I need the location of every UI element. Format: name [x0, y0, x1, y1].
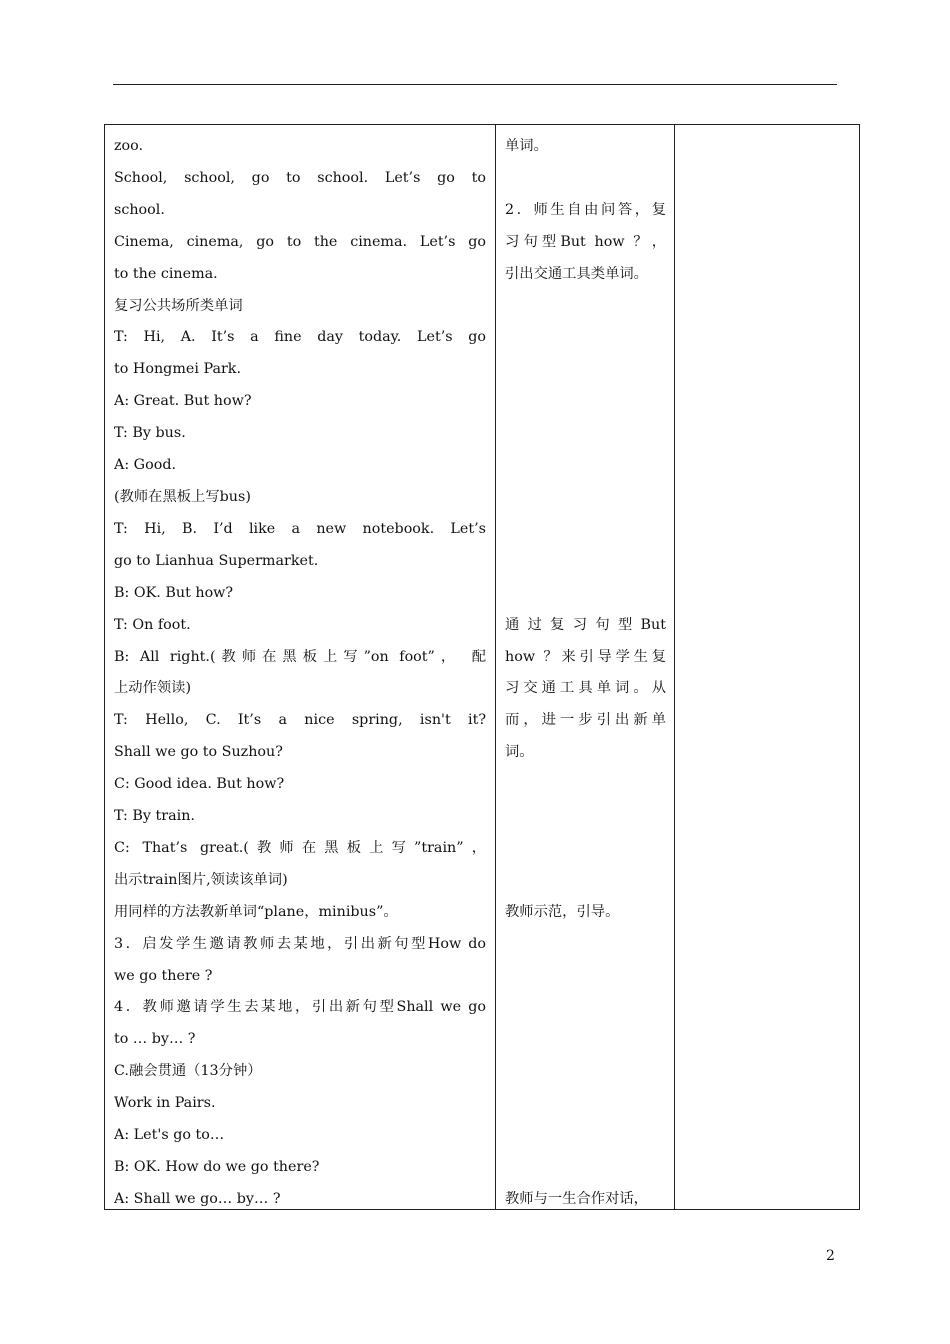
text-line: B: OK. But how? [114, 584, 234, 601]
text-line [505, 801, 666, 833]
text-line [505, 291, 666, 323]
text-line: School, school, go to school. Let’s go to [114, 169, 486, 186]
text-line: T: By train. [114, 808, 195, 825]
text-line: 通过复习句型But [505, 616, 666, 633]
text-line: 上动作领读) [114, 680, 192, 697]
text-line [505, 386, 666, 418]
text-line [505, 929, 666, 961]
text-line [505, 1024, 666, 1056]
text-line: A: Let's go to… [114, 1127, 225, 1144]
text-line [505, 163, 666, 195]
text-line: C.融会贯通（13分钟） [114, 1063, 262, 1080]
text-line: 习交通工具单词。从 [505, 680, 666, 697]
text-line: we go there ? [114, 967, 213, 984]
text-line: to … by… ? [114, 1031, 196, 1048]
text-line [505, 578, 666, 610]
text-line [505, 450, 666, 482]
teaching-procedure-column [114, 131, 486, 1216]
text-line: 引出交通工具类单词。 [505, 265, 648, 282]
text-line: to Hongmei Park. [114, 361, 242, 378]
text-line: 词。 [505, 744, 534, 761]
text-line: school. [114, 201, 165, 218]
text-line: 而，进一步引出新单 [505, 712, 666, 729]
text-line: 单词。 [505, 138, 548, 154]
text-line: T: Hi, B. I’d like a new notebook. Let’s [114, 520, 486, 537]
text-line: 用同样的方法教新单词“plane，minibus”。 [114, 903, 398, 920]
text-line: 3．启发学生邀请教师去某地，引出新句型How do [114, 935, 486, 952]
text-line: (教师在黑板上写bus) [114, 488, 251, 505]
text-line [505, 1088, 666, 1120]
text-line [505, 1056, 666, 1088]
text-line: A: Great. But how? [114, 393, 252, 410]
text-line: A: Good. [114, 457, 177, 474]
text-line [505, 482, 666, 514]
text-line: Work in Pairs. [114, 1095, 216, 1112]
text-line: to the cinema. [114, 265, 218, 282]
text-line: B: All right.(教师在黑板上写”on foot”， 配 [114, 648, 486, 665]
column-divider [495, 125, 496, 1209]
text-line: 习句型But how ？， [505, 233, 666, 250]
text-line: zoo. [114, 138, 144, 154]
text-line [505, 418, 666, 450]
text-line: 复习公共场所类单词 [114, 297, 243, 314]
text-line: Cinema, cinema, go to the cinema. Let’s go [114, 233, 486, 250]
text-line: C: That’s great.(教师在黑板上写”train”， [114, 839, 486, 856]
lesson-plan-table [104, 124, 860, 1210]
text-line [505, 961, 666, 993]
column-divider [674, 125, 675, 1209]
text-line: go to Lianhua Supermarket. [114, 552, 319, 569]
text-line: T: Hello, C. It’s a nice spring, isn't it? [114, 712, 486, 729]
text-line [505, 865, 666, 897]
text-line: T: On foot. [114, 616, 191, 633]
text-line: B: OK. How do we go there? [114, 1159, 320, 1175]
text-line: 2．师生自由问答，复 [505, 201, 666, 218]
text-line: T: Hi, A. It’s a fine day today. Let’s go [114, 329, 486, 346]
text-line [505, 1152, 666, 1184]
text-line: 出示train图片,领读该单词) [114, 871, 288, 888]
text-line [505, 354, 666, 386]
text-line: how ？来引导学生复 [505, 648, 666, 665]
text-line: Shall we go to Suzhou? [114, 744, 283, 761]
text-line: 教师与一生合作对话， [505, 1190, 648, 1207]
text-line [505, 769, 666, 801]
text-line [505, 1120, 666, 1152]
text-line: 教师示范，引导。 [505, 903, 620, 920]
text-line: T: By bus. [114, 425, 186, 442]
text-line [505, 992, 666, 1024]
text-line [505, 546, 666, 578]
text-line: A: Shall we go… by… ? [114, 1190, 281, 1207]
text-line: 4．教师邀请学生去某地，引出新句型Shall we go [114, 999, 486, 1016]
text-line [505, 514, 666, 546]
text-line [505, 833, 666, 865]
page-number: 2 [826, 1248, 835, 1264]
design-intent-column [505, 131, 666, 1216]
text-line [505, 322, 666, 354]
header-rule [113, 84, 837, 85]
text-line: C: Good idea. But how? [114, 776, 285, 793]
